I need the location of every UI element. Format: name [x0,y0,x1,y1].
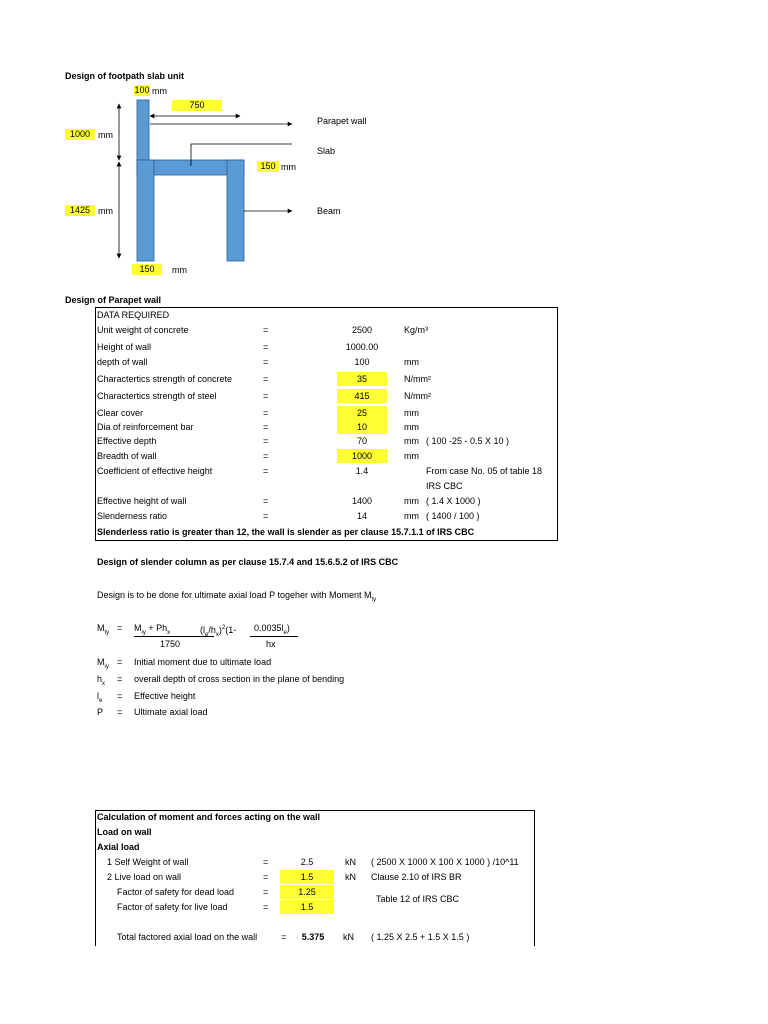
calc-row-unit: kN [345,872,356,882]
formula-term-3-end: ) [218,625,222,635]
calc-row-equals: = [263,902,269,912]
formula-term-3-mid: /h [208,625,216,635]
definition-text: Effective height [134,691,196,701]
beam-height-unit: mm [98,206,113,216]
definition-symbol-main: P [97,707,104,717]
parapet-row-value: 25 [337,406,387,420]
definition-symbol [97,674,105,690]
definition-equals: = [117,707,123,717]
formula-lhs [97,623,109,639]
left-wall-shape [137,160,154,261]
parapet-row-value: 35 [337,372,387,386]
parapet-row-equals: = [263,451,269,461]
calc-row-equals: = [263,872,269,882]
formula-term-3-sup: 2 [221,625,226,631]
parapet-row-unit: Kg/m³ [404,325,429,335]
parapet-row-unit: mm [404,422,419,432]
beam-label: Beam [317,206,341,216]
definition-symbol-main: l [97,691,99,701]
parapet-row-label: Clear cover [97,408,144,418]
parapet-row-value: 415 [337,389,387,403]
formula-lhs-sub: ty [104,629,110,636]
parapet-row-note: ( 1.4 X 1000 ) [426,496,481,506]
fraction-line-2 [250,636,298,637]
parapet-row-equals: = [263,496,269,506]
parapet-row-unit: mm [404,451,419,461]
calc-row-equals: = [263,857,269,867]
calc-row-value: 2.5 [300,857,314,867]
axial-load-heading: Axial load [97,842,140,852]
parapet-height-value: 1000 [65,129,95,140]
slender-intro [97,590,376,606]
diagram-drawing [0,0,768,290]
slab-depth-unit: mm [281,162,296,172]
formula-ratio-term [200,623,236,641]
parapet-thickness-value: 100 [134,85,150,95]
definition-symbol [97,657,109,673]
formula-term-1-sub: iy [141,629,146,636]
slab-depth-value: 150 [257,161,279,172]
parapet-row-note: From case No. 05 of table 18 [426,466,543,476]
calc-row-value: 1.5 [280,900,334,914]
parapet-thickness-unit: mm [152,86,167,96]
definition-equals: = [117,674,123,684]
footpath-section-diagram [0,0,768,290]
calc-row-label: Factor of safety for dead load [117,887,235,897]
parapet-row-label: Breadth of wall [97,451,157,461]
formula-term-3-tail: (1- [225,625,237,635]
fos-note: Table 12 of IRS CBC [376,894,460,904]
definition-symbol-sub: iy [104,663,109,670]
parapet-height-unit: mm [98,130,113,140]
formula-equals: = [117,623,123,633]
formula-denominator-2: hx [266,639,276,649]
parapet-row-equals: = [263,511,269,521]
calc-row-label: 2 Live load on wall [107,872,182,882]
parapet-row-unit: mm [404,408,419,418]
calc-row-unit: kN [345,857,356,867]
beam-height-value: 1425 [65,205,95,216]
parapet-row-equals: = [263,408,269,418]
parapet-row-label: Dia of reinforcement bar [97,422,194,432]
parapet-row-note: IRS CBC [426,481,463,491]
definition-text: overall depth of cross section in the plane of bending [134,674,345,684]
parapet-row-equals: = [263,342,269,352]
parapet-row-value: 1000 [337,449,387,463]
fraction-line-1 [134,636,214,637]
parapet-row-label: depth of wall [97,357,148,367]
load-on-wall-heading: Load on wall [97,827,152,837]
calc-row-label: Factor of safety for live load [117,902,228,912]
formula-lhs-symbol: M [97,623,105,633]
parapet-row-value: 100 [354,357,370,367]
parapet-row-value: 70 [356,436,367,446]
beam-shape [227,160,244,261]
slender-heading: Design of slender column as per clause 15.7.4 and 15.6.5.2 of IRS CBC [97,557,399,567]
slender-intro-text: Design is to be done for ultimate axial load P togeher with Moment M [97,590,372,600]
formula-term-3: (l [200,625,205,635]
formula-term-2: + Ph [148,623,168,633]
definition-symbol-sub: e [99,697,103,704]
formula-denominator-1: 1750 [160,639,181,649]
slenderness-conclusion: Slenderless ratio is greater than 12, the wall is slender as per clause 15.7.1.1 of IRS CBC [97,527,475,537]
definition-symbol [97,707,103,723]
formula-num2-sub: e [283,629,287,636]
calc-row-note: ( 2500 X 1000 X 100 X 1000 ) /10^11 [371,857,519,867]
total-value: 5.375 [301,932,325,942]
formula-term-2-sub: x [167,629,171,636]
total-unit: kN [343,932,354,942]
parapet-row-label: Effective depth [97,436,157,446]
parapet-row-unit: mm [404,357,419,367]
parapet-row-label: Height of wall [97,342,152,352]
parapet-row-label: Slenderness ratio [97,511,168,521]
parapet-row-value: 2500 [351,325,373,335]
parapet-wall-label: Parapet wall [317,116,367,126]
parapet-row-equals: = [263,374,269,384]
definition-equals: = [117,657,123,667]
definition-text: Initial moment due to ultimate load [134,657,272,667]
parapet-row-equals: = [263,325,269,335]
parapet-heading: Design of Parapet wall [65,295,162,305]
definition-equals: = [117,691,123,701]
parapet-row-equals: = [263,436,269,446]
parapet-row-note: ( 100 -25 - 0.5 X 10 ) [426,436,510,446]
calc-row-label: 1 Self Weight of wall [107,857,189,867]
total-equals: = [281,932,287,942]
parapet-row-value: 1400 [351,496,373,506]
definition-symbol-main: h [97,674,103,684]
calc-row-equals: = [263,887,269,897]
slab-length-value: 750 [172,100,222,111]
parapet-row-value: 10 [337,420,387,434]
parapet-row-unit: N/mm² [404,391,431,401]
beam-width-value: 150 [132,264,162,275]
calc-heading: Calculation of moment and forces acting on the wall [97,812,321,822]
calc-row-value: 1.5 [280,870,334,884]
parapet-row-label: Coefficient of effective height [97,466,213,476]
parapet-row-label: Charactertics strength of steel [97,391,217,401]
calc-row-note: Clause 2.10 of IRS BR [371,872,462,882]
parapet-row-value: 1.4 [355,466,369,476]
formula-num2-end: ) [286,623,290,633]
total-label: Total factored axial load on the wall [117,932,258,942]
parapet-row-unit: N/mm² [404,374,431,384]
slab-label: Slab [317,146,336,156]
slender-intro-sub: ty [371,596,377,603]
parapet-row-value: 14 [356,511,367,521]
parapet-row-unit: mm [404,436,419,446]
formula-term-1: M [134,623,142,633]
parapet-row-note: ( 1400 / 100 ) [426,511,480,521]
parapet-row-equals: = [263,391,269,401]
formula-term-3-sub1: e [205,631,209,638]
parapet-row-label: Charactertics strength of concrete [97,374,233,384]
formula-num2-text: 0.0035l [254,623,284,633]
data-required-heading: DATA REQUIRED [97,310,170,320]
definition-text: Ultimate axial load [134,707,208,717]
definition-symbol-main: M [97,657,105,667]
parapet-row-label: Effective height of wall [97,496,187,506]
parapet-row-equals: = [263,357,269,367]
definition-symbol [97,691,102,707]
parapet-row-value: 1000.00 [345,342,379,352]
parapet-row-equals: = [263,422,269,432]
parapet-wall-shape [137,100,149,170]
total-note: ( 1.25 X 2.5 + 1.5 X 1.5 ) [371,932,470,942]
formula-term-3-sub2: x [215,631,219,638]
page-title: Design of footpath slab unit [65,71,184,81]
beam-width-unit: mm [172,265,187,275]
parapet-row-label: Unit weight of concrete [97,325,189,335]
parapet-row-unit: mm [404,511,419,521]
definition-symbol-sub: x [102,680,106,687]
calc-row-value: 1.25 [280,885,334,899]
parapet-row-equals: = [263,466,269,476]
parapet-row-unit: mm [404,496,419,506]
